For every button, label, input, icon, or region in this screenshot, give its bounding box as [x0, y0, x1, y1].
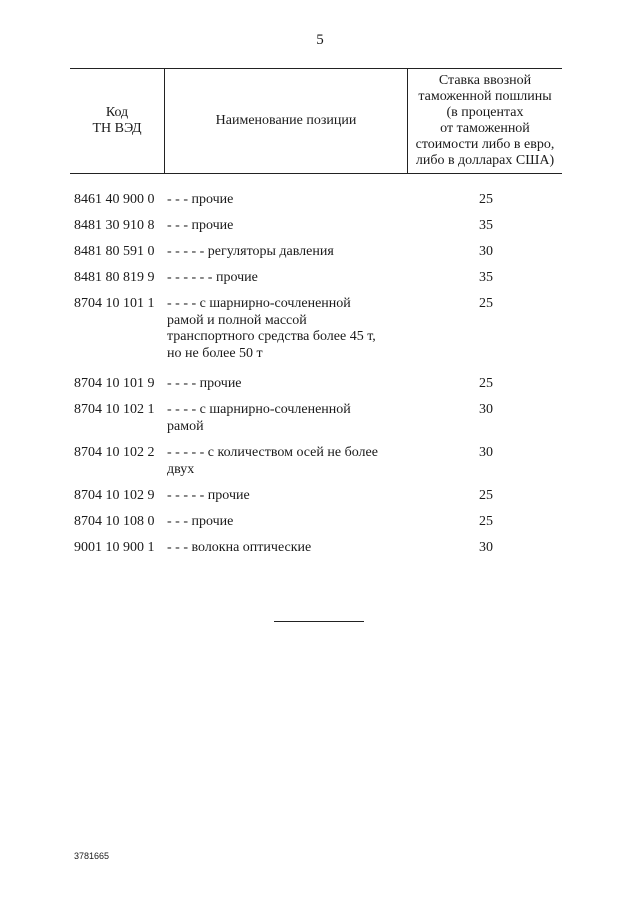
row-rate: 25 [479, 488, 493, 503]
row-description: - - - прочие [167, 514, 234, 529]
row-rate: 30 [479, 540, 493, 555]
table-row [0, 218, 640, 244]
closing-rule [274, 621, 364, 622]
row-code: 8481 30 910 8 [74, 218, 155, 233]
row-description: - - - прочие [167, 192, 234, 207]
row-rate: 30 [479, 244, 493, 259]
tariff-rows [0, 192, 640, 566]
header-bottom-rule [70, 173, 562, 174]
header-code: Код ТН ВЭД [92, 104, 142, 136]
row-code: 9001 10 900 1 [74, 540, 155, 555]
row-description: - - - прочие [167, 218, 234, 233]
row-code: 8704 10 102 9 [74, 488, 155, 503]
row-rate: 25 [479, 296, 493, 311]
header-name: Наименование позиции [215, 112, 357, 128]
row-code: 8704 10 102 1 [74, 402, 155, 417]
row-rate: 25 [479, 192, 493, 207]
row-code: 8704 10 101 9 [74, 376, 155, 391]
header-rate: Ставка ввозной таможенной пошлины (в процентах от таможенной стоимости либо в евро, либо в долларах США) [415, 72, 555, 168]
document-code: 3781665 [74, 851, 110, 861]
row-code: 8704 10 108 0 [74, 514, 155, 529]
row-code: 8704 10 102 2 [74, 445, 155, 460]
row-description: - - - - - - прочие [167, 270, 258, 285]
table-row [0, 540, 640, 566]
row-rate: 25 [479, 514, 493, 529]
row-rate: 25 [479, 376, 493, 391]
page-number: 5 [316, 32, 324, 48]
row-description: - - - - с шарнирно-сочлененной рамой [167, 402, 351, 434]
table-row [0, 445, 640, 488]
table-row [0, 244, 640, 270]
row-code: 8704 10 101 1 [74, 296, 155, 311]
row-rate: 35 [479, 270, 493, 285]
row-rate: 35 [479, 218, 493, 233]
row-description: - - - - с шарнирно-сочлененной рамой и полной массой транспортного средства более 45 т, но не более 50 т [167, 296, 376, 361]
row-description: - - - - - регуляторы давления [167, 244, 334, 259]
table-row [0, 270, 640, 296]
row-code: 8481 80 819 9 [74, 270, 155, 285]
table-row [0, 376, 640, 402]
row-rate: 30 [479, 402, 493, 417]
row-code: 8481 80 591 0 [74, 244, 155, 259]
table-row [0, 514, 640, 540]
table-row [0, 488, 640, 514]
table-row [0, 402, 640, 445]
row-description: - - - волокна оптические [167, 540, 312, 555]
table-row [0, 192, 640, 218]
row-code: 8461 40 900 0 [74, 192, 155, 207]
row-description: - - - - прочие [167, 376, 242, 391]
row-rate: 30 [479, 445, 493, 460]
row-description: - - - - - прочие [167, 488, 250, 503]
row-description: - - - - - с количеством осей не более двух [167, 445, 378, 477]
table-row [0, 296, 640, 376]
